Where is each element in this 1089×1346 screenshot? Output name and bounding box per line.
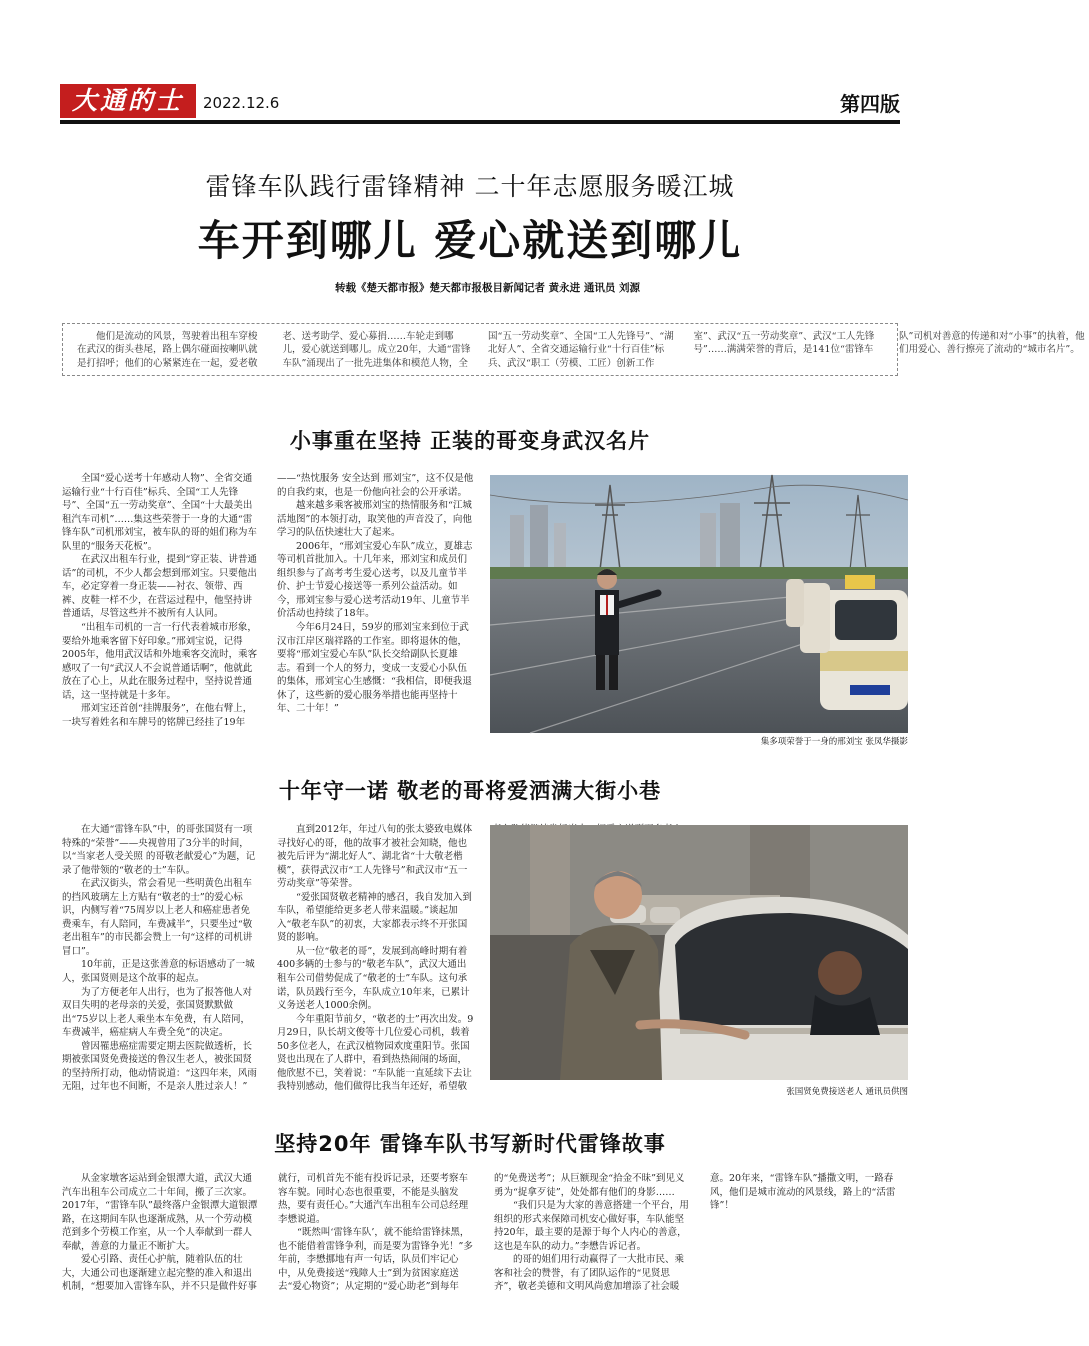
paragraph: 今年重阳节前夕，“敬老的士”再次出发。9月29日，队长胡文俊等十几位爱心司机，载着50多位老人，在武汉植物园欢度重阳节。张国贤也出现在了人群中，看到热热闹闹的场面，他欣慰不已，笑着说：“车队能一直延续下去让我特别感动，他们做得比我当年还好，希望敬 — [277, 1013, 474, 1093]
intro-box — [62, 323, 1085, 376]
paragraph: 曾因罹患癌症需要定期去医院做透析，长期被张国贤免费接送的鲁汉生老人，被张国贤的坚持所打动，他动情说道：“这四年来，风雨无阻，过年也不间断，不是亲人胜过亲人！” — [62, 1040, 257, 1093]
photo-1-caption: 集多项荣誉于一身的邢刘宝 张凤华摄影 — [760, 737, 908, 747]
section-3-body — [62, 1172, 908, 1294]
man-in-suit-photo — [490, 475, 908, 733]
paragraph: “我们只是为大家的善意搭建一个平台，用组织的形式来保障司机安心做好事，车队能坚持20年，最主要的是源于每个人内心的善意，这也是车队的动力。”李懋告诉记者。 — [494, 1200, 689, 1252]
paragraph: 全国“爱心送考十年感动人物”、全省交通运输行业“十行百佳”标兵、全国“工人先锋号”、全国“五一劳动奖章”、全国“十大最美出租汽车司机”……集这些荣誉于一身的大通“雷锋车队”司机邢刘宝，被车队的哥的姐们称为车队里的“服务天花板”。 — [62, 473, 257, 552]
paragraph: 邢刘宝还首创“挂牌服务”，在他右臂上，一块写着姓名和车牌号的铭牌已经挂了19年——“热忱服务 安全达到 邢刘宝”，这不仅是他的自我约束，也是一份他向社会的公开承诺。 — [62, 473, 474, 728]
paragraph: 在大通“雷锋车队”中，的哥张国贤有一项特殊的“荣誉”——央视曾用了3分半的时间，以“当家老人受关照 的哥敬老献爱心”为题，记录了他带领的“敬老的士”车队。 — [62, 824, 256, 876]
paragraph: 的哥的姐们用行动赢得了一大批市民、乘客和社会的赞誉，有了团队运作的“见贤思齐”，敬老美德和文明风尚愈加增添了社会暖意。20年来，“雷锋车队”播撒文明，一路春风，他们是城市流动的风景线，路上的“活雷锋”！ — [494, 1173, 896, 1293]
section-3-heading: 坚持20年 雷锋车队书写新时代雷锋故事 — [274, 1132, 666, 1156]
masthead-rule — [60, 120, 900, 124]
newspaper-logo: 大通的士 — [60, 84, 196, 118]
headline-title: 车开到哪儿 爱心就送到哪儿 — [197, 216, 743, 265]
masthead — [60, 84, 900, 120]
paragraph: 从金家墩客运站到金银潭大道，武汉大通汽车出租车公司成立二十年间，搬了三次家。2017年，“雷锋车队”最终落户金银潭大道银潭路，在这期间车队也逐渐成熟，从一个劳动模范到多个劳模工作室，从一个人奉献到一群人奉献，善意的力量正不断扩大。 — [62, 1173, 258, 1252]
edition-label: 第四版 — [840, 92, 900, 116]
paragraph: 在武汉街头，常会看见一些明黄色出租车的挡风玻璃左上方贴有“敬老的士”的爱心标识，内侧写着“75周岁以上老人和癌症患者免费乘车，有人陪同，车费减半”，只要坐过“敬老出租车”的市民都会赞上一句“这样的司机讲冒口”。 — [62, 878, 253, 957]
paragraph: “出租车司机的一言一行代表着城市形象，要给外地乘客留下好印象。”邢刘宝说，记得2005年，他用武汉话和外地乘客交流时，乘客感叹了一句“武汉人不会说普通话啊”，他就此放在了心上，从此在服务过程中，坚持说普通话，这一坚持就是十多年。 — [62, 622, 258, 701]
byline: 转载《楚天都市报》楚天都市报极目新闻记者 黄永进 通讯员 刘源 — [335, 282, 640, 294]
section-2-heading: 十年守一诺 敬老的哥将爱洒满大街小巷 — [278, 779, 662, 803]
paragraph: 从一位“敬老的哥”，发展到高峰时期有着400多辆的士参与的“敬老车队”，武汉大通出租车公司借势促成了“敬老的士”车队。这句承诺，队员践行至今，车队成立10年来，已累计义务送老人1000余例。 — [277, 945, 470, 1012]
intro-text: 他们是流动的风景，驾驶着出租车穿梭在武汉的街头巷尾，路上偶尔碰面按喇叭就是打招呼；他们的心紧紧连在一起，爱老敬老、送考助学、爱心募捐……车轮走到哪儿，爱心就送到哪儿。成立20年，大通“雷锋车队”涌现出了一批先进集体和模范人物，全国“五一劳动奖章”、全国“工人先锋号”、“湖北好人”、全省交通运输行业“十行百佳”标兵、武汉“职工（劳模、工匠）创新工作室”、武汉“五一劳动奖章”、武汉“工人先锋号”……满满荣誉的背后，是141位“雷锋车队”司机对善意的传递和对“小事”的执着，他们用爱心、善行擦亮了流动的“城市名片”。 — [77, 331, 1085, 369]
paragraph: 越来越多乘客被邢刘宝的热情服务和“江城活地图”的本领打动，取笑他的声音没了，向他学习的队伍快速壮大了起来。 — [277, 500, 472, 539]
paragraph: 在武汉出租车行业，提到“穿正装、讲普通话”的司机，不少人都会想到邢刘宝。只要他出车，必定穿着一身正装——衬衣、领带、西裤、皮鞋一样不少，在营运过程中，他坚持讲普通话，尽管这些并不被所有人认同。 — [62, 554, 257, 620]
taxi-driver-photo — [490, 825, 908, 1080]
paragraph: 今年6月24日，59岁的邢刘宝来到位于武汉市江岸区瑞祥路的工作室。即将退休的他，要将“邢刘宝爱心车队”队长交给副队长夏雄志。看到一个人的努力，变成一支爱心小队伍的集体，邢刘宝心生感慨：“我相信，即便我退休了，这些新的爱心服务举措也能再坚持十年、二十年！” — [277, 622, 472, 715]
section-1-heading: 小事重在坚持 正装的哥变身武汉名片 — [289, 429, 651, 453]
paragraph: “爱张国贤敬老精神的感召，我自发加入到车队，希望能给更多老人带来温暖。”谈起加入“敬老车队”的初衷，大家都表示终不开张国贤的影响。 — [277, 891, 472, 944]
photo-2-caption: 张国贤免费接送老人 通讯员供图 — [786, 1087, 908, 1097]
paragraph: 2006年，“邢刘宝爱心车队”成立，夏雄志等司机首批加入。十几年来，邢刘宝和成员们组织参与了高考考生爱心送考，以及儿童节半价、护士节爱心接送等一系列公益活动。如今，邢刘宝参与爱心送考活动19年、儿童节半价活动也持续了18年。 — [277, 540, 473, 620]
issue-date: 2022.12.6 — [203, 94, 280, 112]
section-1-body — [62, 472, 474, 744]
section-2-body — [62, 823, 474, 1107]
paragraph: 爱心引路、责任心护航，随着队伍的壮大，大通公司也逐渐建立起完整的准入和退出机制，“想要加入雷锋车队，并不只是做件好事就行，司机首先不能有投诉记录，还要考察车容车貌。同时心态也很重要，不能是头脑发热，要有责任心。”大通汽车出租车公司总经理李懋说道。 — [62, 1173, 469, 1293]
paragraph: 10年前，正是这张善意的标语感动了一城人，张国贤则是这个故事的起点。 — [62, 959, 255, 985]
headline-subtitle: 雷锋车队践行雷锋精神 二十年志愿服务暖江城 — [205, 172, 735, 201]
paragraph: 直到2012年，年过八旬的张太婆致电媒体寻找好心的哥，他的故事才被社会知晓，他也被先后评为“湖北好人”、湖北省“十大敬老楷模”，获得武汉市“工人先锋号”和武汉市“五一劳动奖章”等荣誉。 — [277, 824, 473, 890]
paragraph: “既然叫‘雷锋车队’，就不能给雷锋抹黑，也不能借着雷锋争利，而是要为雷锋争光！”多年前，李懋挪地有声一句话，队员们牢记心中，从免费接送“残障人士”到为贫困家庭送去“爱心物资”；从定期的“爱心助老”到每年的“免费送考”；从巨额现金“拾金不昧”到见义勇为“捉拿歹徒”，处处都有他们的身影…… — [278, 1173, 685, 1293]
paragraph: 为了方便老年人出行，也为了报答他人对双目失明的老母亲的关爱，张国贤默默做出“75岁以上老人乘坐本车免费，有人陪同，车费减半，癌症病人车费全免”的决定。 — [62, 986, 253, 1039]
